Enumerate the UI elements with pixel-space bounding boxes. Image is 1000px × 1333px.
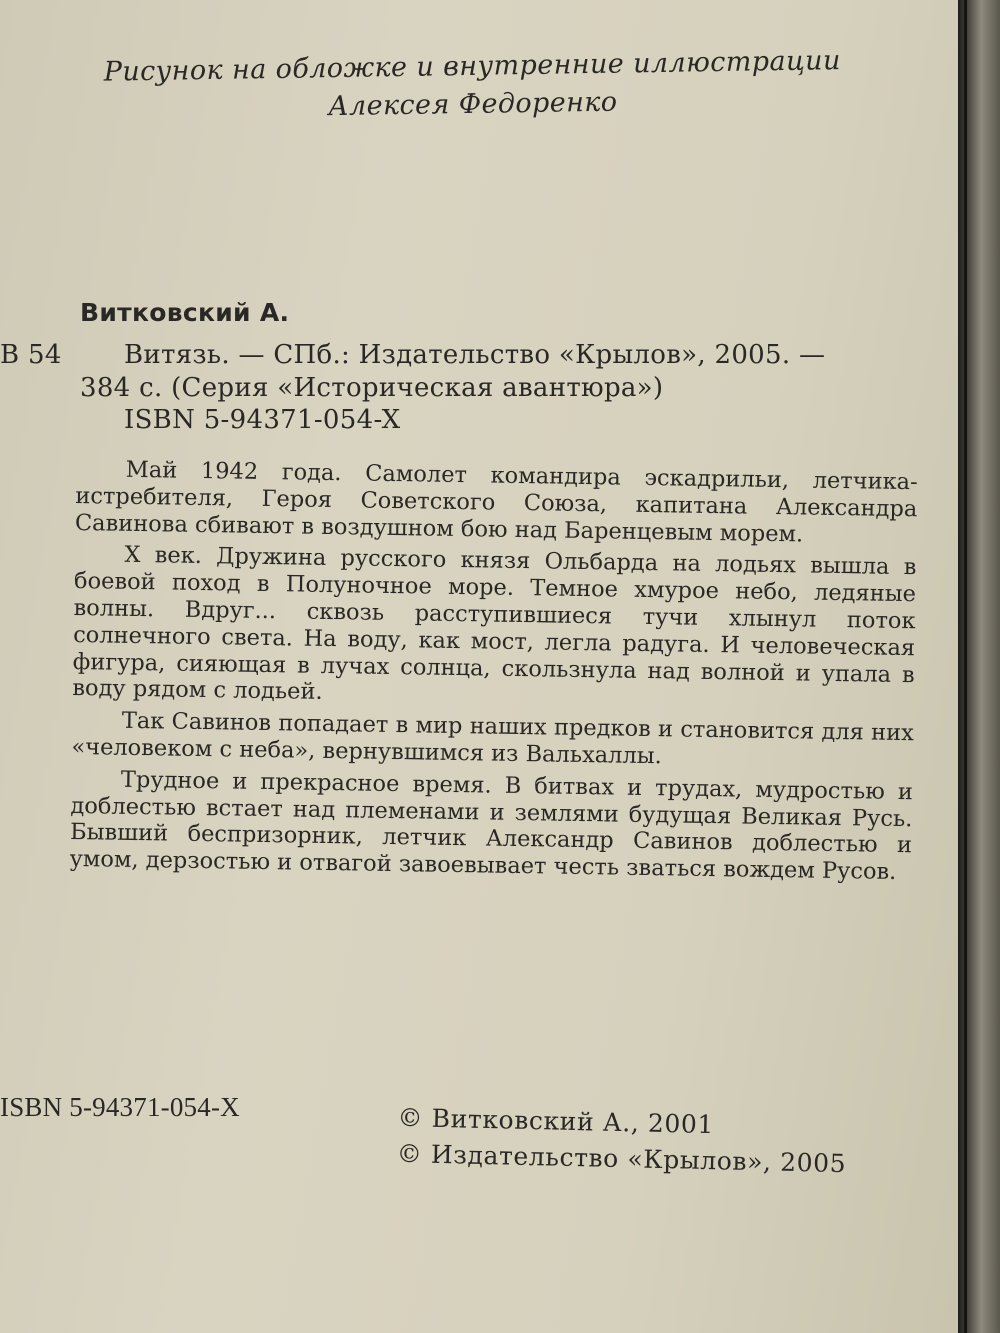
abstract-paragraph: Так Савинов попадает в мир наших предков и становится для них «человеком с неба», вернувшимся из Вальхаллы. <box>71 707 914 770</box>
credit-line-2: Алексея Федоренко <box>327 86 618 123</box>
footer-isbn: ISBN 5-94371-054-X <box>0 1092 240 1122</box>
abstract-paragraph: Май 1942 года. Самолет командира эскадрильи, летчика-истребителя, Героя Советского Союза, капитана Александра Савинова сбивают в воздушном бою над Баренцевым морем. <box>74 456 918 548</box>
illustration-credit <box>82 42 863 130</box>
page-gutter-line <box>964 0 967 1333</box>
isbn-line: ISBN 5-94371-054-X <box>124 405 401 435</box>
copyright-author: © Витковский А., 2001 <box>397 1102 715 1140</box>
copyright-block <box>396 1100 847 1182</box>
abstract-text <box>69 456 918 891</box>
pages-series-line: 384 с. (Серия «Историческая авантюра») <box>80 373 664 403</box>
copyright-publisher: © Издательство «Крылов», 2005 <box>396 1138 847 1179</box>
abstract-paragraph: Трудное и прекрасное время. В битвах и трудах, мудростью и доблестью встает над племенами и землями будущая Великая Русь. Бывший беспризорник, летчик Александр Савинов доблестью и умом, дерзостью и отвагой завоевывает честь зваться вождем Русов. <box>69 766 914 886</box>
abstract-paragraph: X век. Дружина русского князя Ольбарда на лодьях вышла в боевой поход в Полуночное море. Темное хмурое небо, ледяные волны. Вдруг... сквозь расступившиеся тучи хлынул поток солнечного света. На воду, как мост, легла радуга. И человеческая фигура, сияющая в лучах солнца, скользнула над волной и упала в воду рядом с лодьей. <box>72 542 917 706</box>
credit-line-1: Рисунок на обложке и внутренние иллюстрации <box>103 45 841 88</box>
author-name: Витковский А. <box>80 298 290 327</box>
catalog-code: В 54 <box>0 340 62 370</box>
title-line: Витязь. — СПб.: Издательство «Крылов», 2005. — <box>124 340 826 370</box>
